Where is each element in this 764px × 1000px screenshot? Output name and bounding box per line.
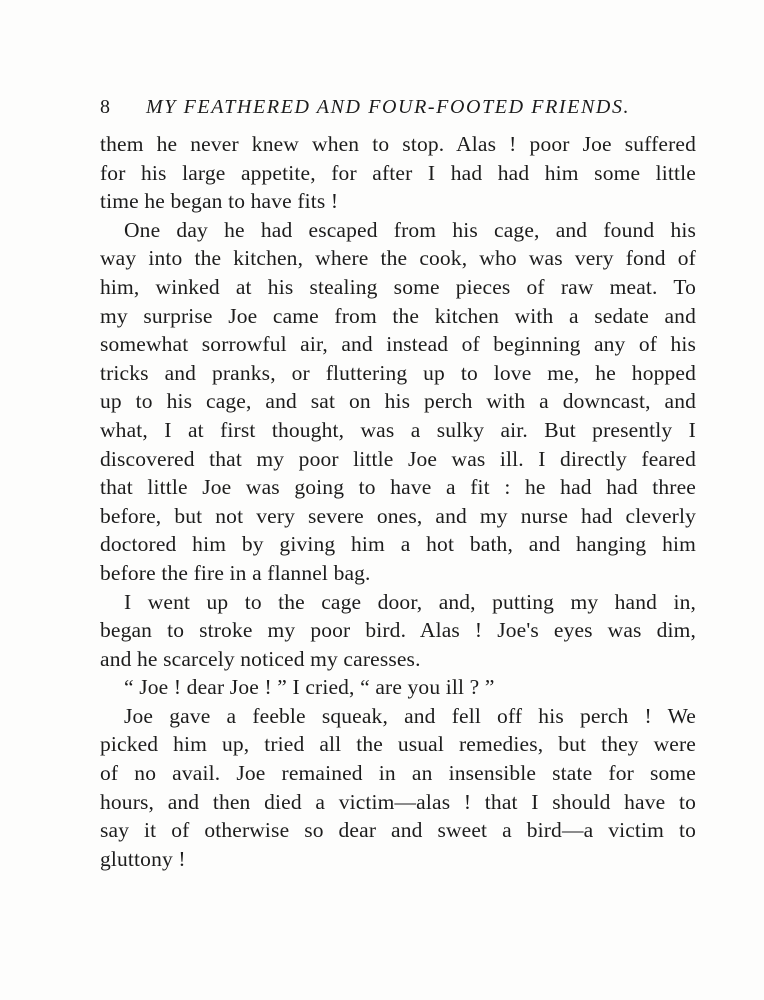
text-line: One day he had escaped from his cage, and found his bbox=[124, 217, 696, 242]
text-line: that little Joe was going to have a fit : he had had three bbox=[100, 475, 696, 500]
text-line: I went up to the cage door, and, putting my hand in, bbox=[124, 589, 696, 614]
text-line: picked him up, tried all the usual remedies, but they were bbox=[100, 732, 696, 757]
text-line: hours, and then died a victim—alas ! that I should have to bbox=[100, 789, 696, 814]
text-line: for his large appetite, for after I had had him some little bbox=[100, 160, 696, 185]
text-line: gluttony ! bbox=[100, 846, 186, 871]
running-head bbox=[100, 92, 700, 122]
text-line: time he began to have fits ! bbox=[100, 189, 339, 214]
text-line: and he scarcely noticed my caresses. bbox=[100, 646, 421, 671]
text-line: somewhat sorrowful air, and instead of beginning any of his bbox=[100, 332, 696, 357]
text-line: began to stroke my poor bird. Alas ! Joe's eyes was dim, bbox=[100, 618, 696, 643]
text-line: him, winked at his stealing some pieces of raw meat. To bbox=[100, 274, 696, 299]
body-text bbox=[100, 130, 696, 873]
text-line: up to his cage, and sat on his perch with a downcast, and bbox=[100, 389, 696, 414]
running-title: MY FEATHERED AND FOUR-FOOTED FRIENDS. bbox=[146, 96, 631, 118]
page-number: 8 bbox=[100, 96, 111, 118]
text-line: doctored him by giving him a hot bath, and hanging him bbox=[100, 532, 696, 557]
text-line: Joe gave a feeble squeak, and fell off his perch ! We bbox=[124, 703, 696, 728]
text-line: say it of otherwise so dear and sweet a bird—a victim to bbox=[100, 818, 696, 843]
text-line: way into the kitchen, where the cook, who was very fond of bbox=[100, 246, 696, 271]
text-line: “ Joe ! dear Joe ! ” I cried, “ are you ill ? ” bbox=[124, 675, 495, 700]
text-line: before the fire in a flannel bag. bbox=[100, 560, 371, 585]
text-line: tricks and pranks, or fluttering up to love me, he hopped bbox=[100, 360, 696, 385]
text-line: my surprise Joe came from the kitchen with a sedate and bbox=[100, 303, 696, 328]
text-line: discovered that my poor little Joe was ill. I directly feared bbox=[100, 446, 696, 471]
text-line: them he never knew when to stop. Alas ! poor Joe suffered bbox=[100, 132, 696, 156]
text-line: what, I at first thought, was a sulky air. But presently I bbox=[100, 417, 696, 442]
text-line: of no avail. Joe remained in an insensible state for some bbox=[100, 761, 696, 786]
text-line: before, but not very severe ones, and my nurse had cleverly bbox=[100, 503, 696, 528]
